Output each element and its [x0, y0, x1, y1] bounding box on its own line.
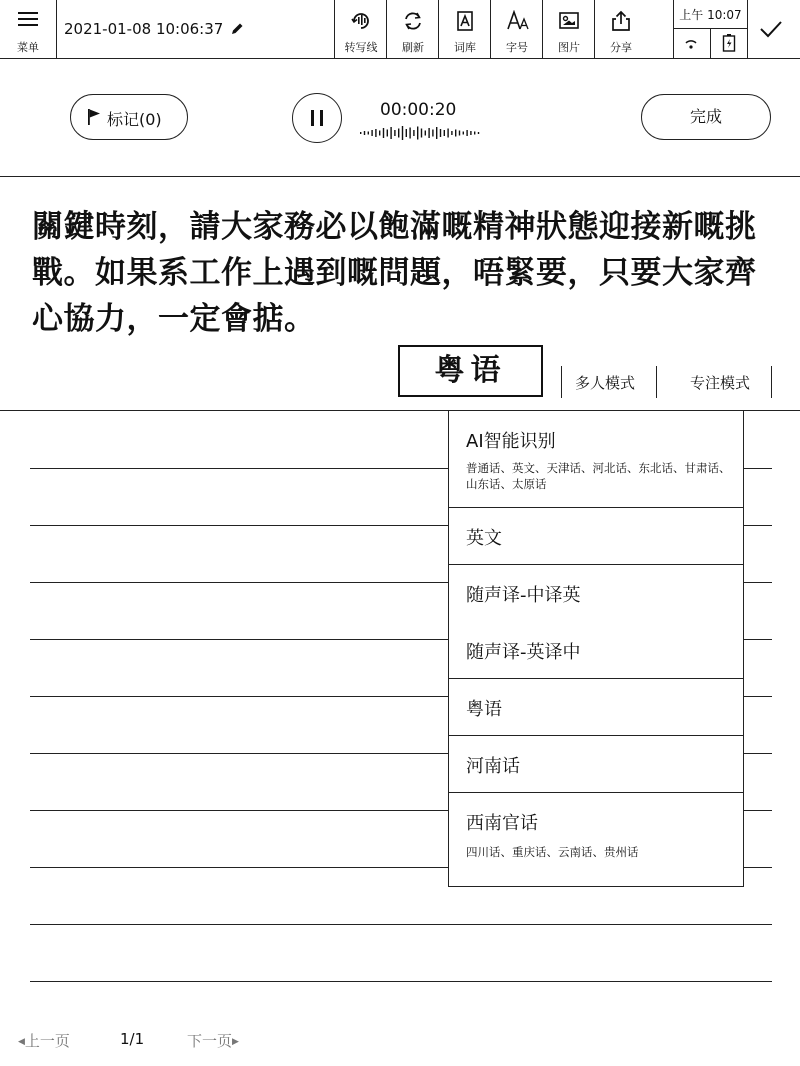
option-subtitle: 四川话、重庆话、云南话、贵州话: [466, 845, 639, 859]
flag-icon: [87, 108, 101, 126]
battery-charging-icon: [722, 33, 736, 53]
tab-focus-mode[interactable]: 专注模式: [690, 374, 751, 392]
prev-page-button[interactable]: [18, 1030, 70, 1051]
status-clock: 上午 10:07: [679, 8, 742, 22]
option-henan-dialect[interactable]: [449, 735, 743, 792]
option-title: 河南话: [466, 756, 520, 777]
page-indicator: 1/1: [120, 1030, 145, 1048]
transcribe-button[interactable]: [334, 0, 387, 58]
option-title: 随声译-英译中: [466, 642, 581, 663]
prev-page-label: 上一页: [24, 1032, 70, 1050]
menu-label: 菜单: [17, 41, 39, 54]
triangle-right-icon: ▶: [232, 1037, 239, 1047]
transcript-text: 關鍵時刻，請大家務必以飽滿嘅精神狀態迎接新嘅挑戰。如果系工作上遇到嘅問題，唔緊要，只要大家齊心協力，一定會掂。: [32, 209, 757, 337]
edit-pencil-icon[interactable]: [230, 22, 244, 36]
share-icon: [610, 10, 632, 32]
option-subtitle: 普通话、英文、天津话、河北话、东北话、甘肃话、山东话、太原话: [466, 461, 731, 491]
tab-multi-speaker[interactable]: 多人模式: [575, 374, 636, 392]
triangle-left-icon: ◀: [18, 1037, 25, 1047]
transcribe-label: 转写线: [344, 41, 378, 54]
font-size-button[interactable]: [490, 0, 543, 58]
share-label: 分享: [610, 41, 632, 54]
lexicon-button[interactable]: [438, 0, 491, 58]
transcribe-icon: [350, 10, 372, 32]
option-interpret-zh-en[interactable]: [449, 564, 743, 621]
option-english[interactable]: [449, 507, 743, 564]
confirm-check-icon[interactable]: [758, 18, 784, 40]
mark-button[interactable]: [70, 94, 188, 140]
top-toolbar: [0, 0, 800, 59]
audio-waveform: [360, 125, 484, 141]
option-interpret-en-zh[interactable]: [449, 621, 743, 678]
refresh-button[interactable]: [386, 0, 439, 58]
language-dropdown: [448, 410, 744, 887]
recording-bar: [0, 58, 800, 177]
option-southwest-mandarin[interactable]: [449, 792, 743, 886]
recording-datetime: 2021-01-08 10:06:37: [64, 20, 224, 38]
menu-button[interactable]: [0, 0, 57, 58]
lexicon-label: 词库: [454, 41, 476, 54]
next-page-label: 下一页: [187, 1032, 233, 1050]
hamburger-icon: [18, 12, 38, 26]
recording-timer: 00:00:20: [380, 100, 457, 120]
image-icon: [558, 10, 580, 32]
next-page-button[interactable]: [187, 1030, 239, 1051]
lexicon-icon: [454, 10, 476, 32]
mark-label: 标记(0): [107, 110, 162, 129]
option-title: 西南官话: [466, 813, 538, 834]
pause-button[interactable]: [292, 93, 342, 143]
font-size-label: 字号: [506, 41, 528, 54]
font-size-icon: [506, 10, 530, 32]
status-indicator: [673, 0, 748, 58]
done-button[interactable]: 完成: [641, 94, 771, 140]
wifi-icon: [684, 38, 698, 50]
option-cantonese[interactable]: [449, 678, 743, 735]
refresh-icon: [402, 10, 424, 32]
pause-icon: [311, 110, 314, 126]
option-title: 粤语: [466, 699, 502, 720]
option-ai-recognition[interactable]: [449, 411, 743, 507]
refresh-label: 刷新: [402, 41, 424, 54]
option-title: 随声译-中译英: [466, 585, 581, 606]
language-select-button[interactable]: 粤语: [398, 345, 543, 397]
option-title: AI智能识别: [466, 431, 556, 452]
image-label: 图片: [558, 41, 580, 54]
option-title: 英文: [466, 528, 502, 549]
share-button[interactable]: [594, 0, 647, 58]
image-button[interactable]: [542, 0, 595, 58]
